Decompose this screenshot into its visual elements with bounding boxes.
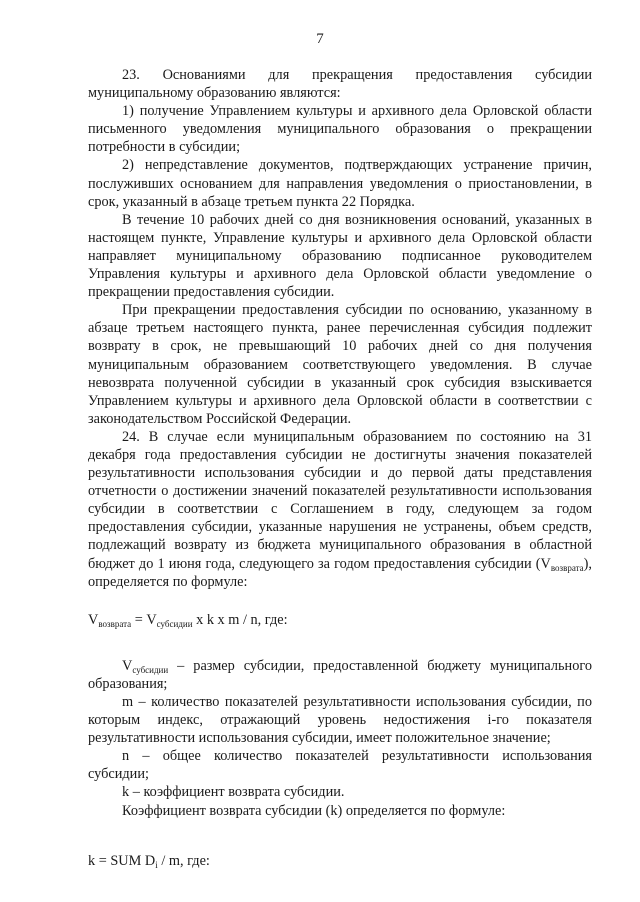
formula-2-lhs-sub: i (155, 859, 158, 870)
page-number: 7 (316, 31, 324, 47)
formula-1-lhs: V (88, 611, 99, 628)
definition-k: k – коэффициент возврата субсидии. (122, 784, 345, 801)
paragraph-24-text: 24. В случае если муниципальным образованием по состоянию на 31 декабря года предоставления субсидии не достигнуты значения показателей результативности использования субсидии и до первой даты представления отчетности о достижении значений показателей результативности использования субсидии в соответствии с Соглашением в году, следующем за годом предоставления субсидии, указанные нарушения не устранены, объем средств, подлежащий возврату из бюджета муниципального образования в областной бюджет до 1 июня года, следующего за годом предоставления субсидии (V (88, 428, 592, 572)
paragraph-24-tail: ), определяется по формуле: (88, 555, 592, 590)
definition-v-subsidy (88, 657, 592, 693)
paragraph-item-1: 1) получение Управлением культуры и архивного дела Орловской области письменного уведомления муниципального образования о прекращении потребности в субсидии; (88, 103, 592, 156)
paragraph-24-subscript: возврата (550, 562, 584, 573)
formula-1-lhs-sub: возврата (98, 618, 132, 629)
paragraph-refund: При прекращении предоставления субсидии по основанию, указанному в абзаце третьем настоящего пункта, ранее перечисленная субсидия подлежит возврату в срок, не превышающий 10 рабочих дней со дня получения муниципальным образованием соответствующего уведомления. В случае невозврата полученной субсидии в указанный срок субсидия взыскивается Управлением культуры и архивного дела Орловской области в соответствии с законодательством Российской Федерации. (88, 302, 592, 427)
formula-coefficient (88, 852, 592, 870)
formula-1-rhs: x k x m / n, где: (192, 611, 288, 628)
definition-n: n – общее количество показателей результативности использования субсидии; (88, 748, 592, 783)
formula-2-rhs: / m, где: (157, 852, 210, 869)
paragraph-notification: В течение 10 рабочих дней со дня возникновения оснований, указанных в настоящем пункте, Управление культуры и архивного дела Орловской области направляет муниципальному образованию подписанное руководителем Управления культуры и архивного дела Орловской области уведомление о прекращении предоставления субсидии. (88, 211, 592, 301)
document-body (88, 66, 592, 870)
paragraph-24 (88, 428, 592, 591)
definition-v-text: – размер субсидии, предоставленной бюджету муниципального образования; (88, 657, 592, 692)
definition-m: m – количество показателей результативности использования субсидии, по которым индекс, отражающий уровень недостижения i-го показателя результативности использования субсидии, имеет положительное значение; (88, 694, 592, 747)
paragraph-coefficient: Коэффициент возврата субсидии (k) определяется по формуле: (122, 802, 506, 819)
paragraph-item-2: 2) непредставление документов, подтверждающих устранение причин, послуживших основанием для направления уведомления о приостановлении, в срок, указанный в абзаце третьем пункта 22 Порядка. (88, 157, 592, 210)
formula-refund-volume (88, 611, 592, 629)
definition-v-var: V (122, 657, 133, 674)
definition-v-sub: субсидии (132, 664, 169, 675)
formula-2-lhs: k = SUM D (88, 852, 156, 869)
formula-1-mid: = V (131, 611, 157, 628)
paragraph-23-intro: 23. Основаниями для прекращения предоставления субсидии муниципальному образованию являются: (88, 67, 592, 102)
formula-1-mid-sub: субсидии (156, 618, 193, 629)
